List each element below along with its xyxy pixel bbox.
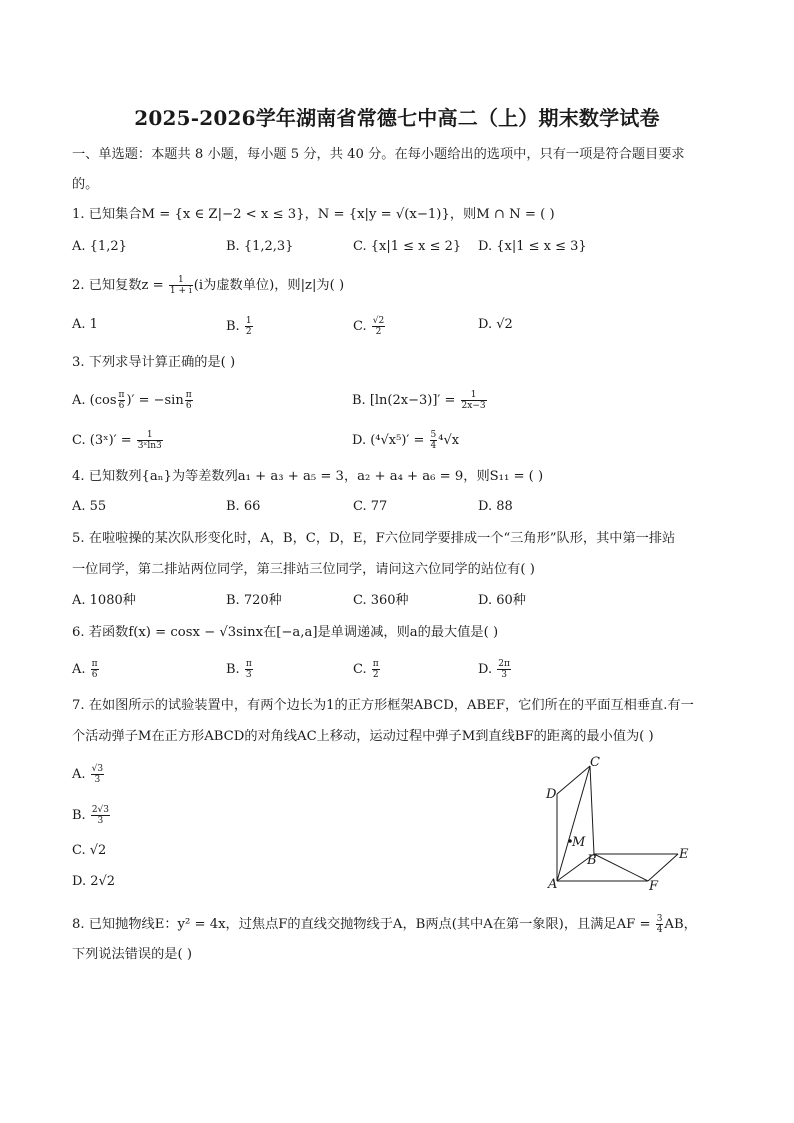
label-B: B xyxy=(587,853,597,868)
q2-c-fraction xyxy=(372,316,385,337)
q6-c-fraction xyxy=(372,659,380,680)
q2-b-den: 2 xyxy=(245,327,252,337)
q2-c-den: 2 xyxy=(375,327,382,337)
q5-option-c: C. 360种 xyxy=(353,593,409,608)
q3-c-fraction xyxy=(137,430,163,451)
q7-option-a xyxy=(72,764,105,785)
q2-frac-num: 1 xyxy=(169,275,193,286)
q8-line1-post: AB， xyxy=(664,917,697,932)
q7-a-num: √3 xyxy=(91,764,104,774)
q8-num: 3 xyxy=(656,914,663,924)
q7-option-c: C. √2 xyxy=(72,843,107,858)
q6-d-den: 3 xyxy=(501,670,507,680)
q6-d-num: 2π xyxy=(498,659,510,669)
q3-d-pre: D. (⁴√x⁵)′ = xyxy=(352,433,429,448)
q5-option-d: D. 60种 xyxy=(478,593,526,608)
q3-a-fraction-1 xyxy=(118,390,126,411)
q6-option-a xyxy=(72,659,100,680)
question-7-line2: 个活动弹子M在正方形ABCD的对角线AC上移动，运动过程中弹子M到直线BF的距离的最小值为( ) xyxy=(72,729,654,744)
q6-a-fraction xyxy=(91,659,99,680)
question-4-stem: 4. 已知数列{aₙ}为等差数列a₁ + a₃ + a₅ = 3，a₂ + a₄ + a₆ = 9，则S₁₁ = ( ) xyxy=(72,469,544,484)
question-2-stem xyxy=(72,275,344,296)
q4-option-b: B. 66 xyxy=(226,499,261,514)
q8-fraction xyxy=(656,914,664,935)
q2-b-label: B. xyxy=(226,319,244,334)
question-8-line2: 下列说法错误的是( ) xyxy=(72,947,192,962)
q6-b-fraction xyxy=(245,659,253,680)
q4-option-c: C. 77 xyxy=(353,499,388,514)
label-M: M xyxy=(572,835,586,850)
q3-option-b xyxy=(352,390,488,411)
q7-b-num: 2√3 xyxy=(91,805,110,815)
q3-b-den: 2x−3 xyxy=(461,401,486,411)
q2-stem-pre: 2. 已知复数z = xyxy=(72,278,168,293)
q8-line1-pre: 8. 已知抛物线E：y² = 4x，过焦点F的直线交抛物线于A，B两点(其中A在第一象限)，且满足AF = xyxy=(72,917,655,932)
question-5-line1: 5. 在啦啦操的某次队形变化时，A，B，C，D，E，F六位同学要排成一个“三角形”队形，其中第一排站 xyxy=(72,531,676,546)
q6-option-c xyxy=(353,659,381,680)
q7-a-den: 3 xyxy=(94,775,101,785)
q2-option-b xyxy=(226,316,254,337)
q7-a-label: A. xyxy=(72,767,90,782)
q3-c-num: 1 xyxy=(137,430,163,441)
q3-d-den: 4 xyxy=(430,441,437,451)
q2-option-d: D. √2 xyxy=(478,317,513,332)
q3-option-d xyxy=(352,430,459,451)
question-8-line1 xyxy=(72,914,697,935)
question-5-line2: 一位同学，第二排站两位同学，第三排站三位同学，请问这六位同学的站位有( ) xyxy=(72,562,535,577)
q3-a-pre: A. (cos xyxy=(72,393,117,408)
q3-c-pre: C. (3ˣ)′ = xyxy=(72,433,136,448)
q7-option-d: D. 2√2 xyxy=(72,874,116,889)
q4-option-d: D. 88 xyxy=(478,499,513,514)
q6-b-den: 3 xyxy=(245,670,252,680)
q3-b-fraction xyxy=(461,390,487,411)
q5-option-b: B. 720种 xyxy=(226,593,282,608)
q2-fraction xyxy=(169,275,193,296)
q6-a-den: 6 xyxy=(91,670,98,680)
q2-c-label: C. xyxy=(353,319,371,334)
q3-b-pre: B. [ln(2x−3)]′ = xyxy=(352,393,460,408)
label-E: E xyxy=(679,847,689,862)
q2-b-fraction xyxy=(245,316,253,337)
edge-AC xyxy=(557,766,590,881)
q2-stem-post: (i为虚数单位)，则|z|为( ) xyxy=(193,278,345,293)
q1-option-a: A. {1,2} xyxy=(72,239,127,254)
q3-d-fraction xyxy=(430,430,438,451)
label-A: A xyxy=(548,877,558,892)
q4-option-a: A. 55 xyxy=(72,499,107,514)
q3-c-den: 3ˣln3 xyxy=(137,441,162,451)
question-6-stem: 6. 若函数f(x) = cosx − √3sinx在[−a,a]是单调递减，则a的最大值是( ) xyxy=(72,625,499,640)
q6-c-den: 2 xyxy=(372,670,379,680)
q3-d-post: ⁴√x xyxy=(438,433,460,448)
edge-CB xyxy=(590,766,594,854)
q3-a-den-2: 6 xyxy=(185,401,192,411)
q1-option-d: D. {x|1 ≤ x ≤ 3} xyxy=(478,239,587,254)
edge-BF xyxy=(594,854,648,881)
q7-b-den: 3 xyxy=(97,816,104,826)
q6-c-label: C. xyxy=(353,662,371,677)
q7-option-b xyxy=(72,805,111,826)
q6-c-num: π xyxy=(372,659,379,669)
q6-d-fraction xyxy=(497,659,511,680)
exam-title: 2025-2026学年湖南省常德七中高二（上）期末数学试卷 xyxy=(134,106,660,130)
q3-d-num: 5 xyxy=(430,430,437,440)
q3-option-c xyxy=(72,430,164,451)
q2-option-c xyxy=(353,316,386,337)
q7-b-fraction xyxy=(91,805,110,826)
q7-geometry-figure xyxy=(536,752,716,894)
q5-option-a: A. 1080种 xyxy=(72,593,136,608)
q3-a-fraction-2 xyxy=(185,390,193,411)
q3-a-num-1: π xyxy=(118,390,125,400)
section-instructions-line2: 的。 xyxy=(72,177,99,192)
q6-b-label: B. xyxy=(226,662,244,677)
q3-b-num: 1 xyxy=(461,390,487,401)
question-3-stem: 3. 下列求导计算正确的是( ) xyxy=(72,355,236,370)
q6-option-d xyxy=(478,659,512,680)
q1-option-c: C. {x|1 ≤ x ≤ 2} xyxy=(353,239,462,254)
label-F: F xyxy=(649,879,659,894)
q2-b-num: 1 xyxy=(245,316,252,326)
q1-option-b: B. {1,2,3} xyxy=(226,239,294,254)
q2-option-a: A. 1 xyxy=(72,317,98,332)
q3-a-den-1: 6 xyxy=(118,401,125,411)
q3-option-a xyxy=(72,390,194,411)
q6-b-num: π xyxy=(245,659,252,669)
q3-a-num-2: π xyxy=(185,390,192,400)
question-7-line1: 7. 在如图所示的试验装置中，有两个边长为1的正方形框架ABCD，ABEF，它们所在的平面互相垂直.有一 xyxy=(72,698,694,713)
edge-EF xyxy=(648,854,678,881)
q6-a-label: A. xyxy=(72,662,90,677)
q2-c-num: √2 xyxy=(372,316,385,326)
label-C: C xyxy=(590,755,600,770)
q7-b-label: B. xyxy=(72,808,90,823)
q3-a-mid: )′ = −sin xyxy=(126,393,184,408)
q6-option-b xyxy=(226,659,254,680)
label-D: D xyxy=(546,787,557,802)
q7-a-fraction xyxy=(91,764,104,785)
section-instructions-line1: 一、单选题：本题共 8 小题，每小题 5 分，共 40 分。在每小题给出的选项中，只有一项是符合题目要求 xyxy=(72,147,685,162)
q6-d-label: D. xyxy=(478,662,497,677)
q2-frac-den: 1 + i xyxy=(169,286,192,296)
q6-a-num: π xyxy=(91,659,98,669)
q8-den: 4 xyxy=(656,925,663,935)
question-1-stem: 1. 已知集合M = {x ∈ Z|−2 < x ≤ 3}，N = {x|y = √(x−1)}，则M ∩ N = ( ) xyxy=(72,207,555,222)
edge-DC xyxy=(557,766,590,794)
